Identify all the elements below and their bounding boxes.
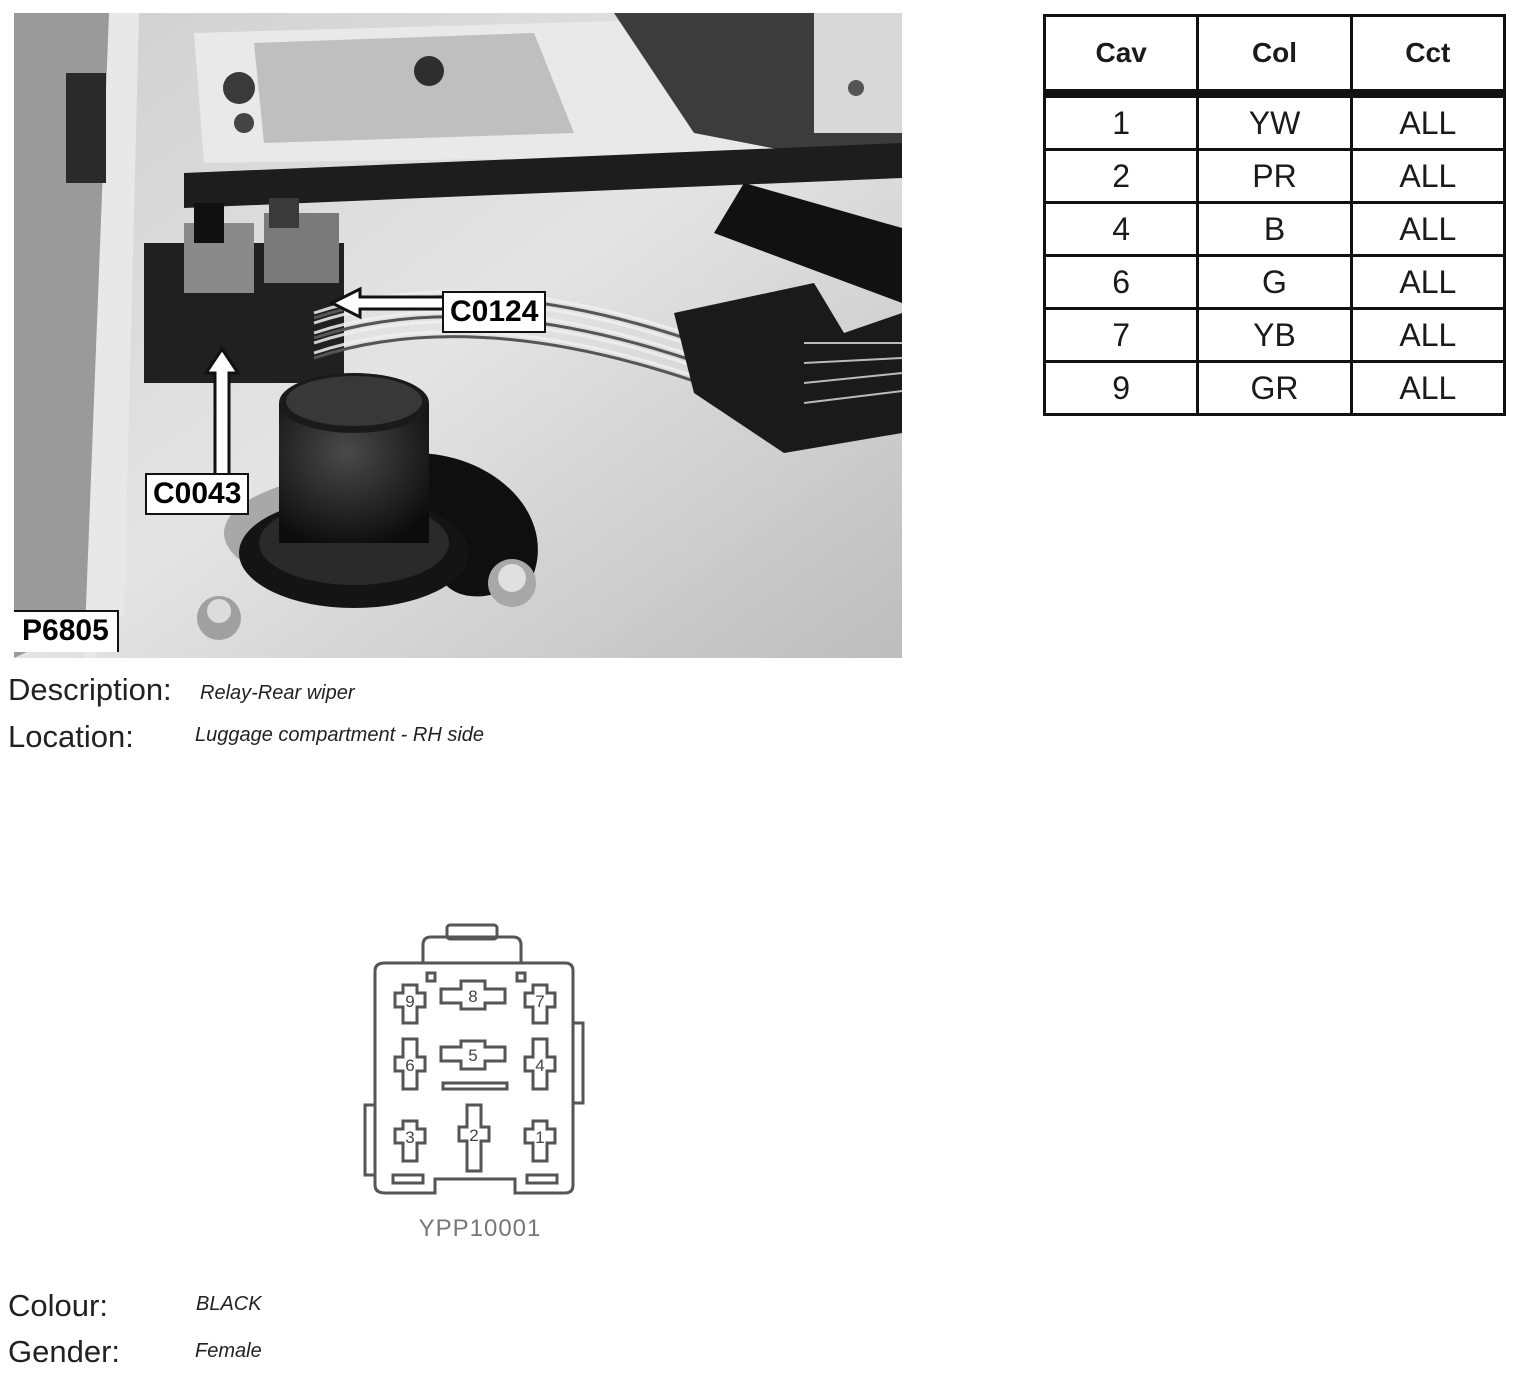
colour-label: Colour: — [8, 1288, 108, 1323]
cell-cct: ALL — [1351, 362, 1504, 415]
cell-col: YW — [1198, 94, 1351, 150]
cavity-number: 8 — [468, 987, 478, 1006]
location-label: Location: — [8, 719, 134, 754]
table-row — [1045, 362, 1505, 415]
table-row — [1045, 203, 1505, 256]
cavity-number: 6 — [405, 1056, 415, 1075]
photo-reference: P6805 — [14, 610, 119, 652]
cavity-pin-table — [1043, 14, 1506, 416]
callout-c0043: C0043 — [145, 473, 249, 515]
location-value: Luggage compartment - RH side — [195, 724, 485, 746]
cavity-number: 7 — [535, 992, 545, 1011]
table-row — [1045, 94, 1505, 150]
connector-outline — [355, 915, 595, 1205]
connector-face-diagram — [355, 915, 595, 1205]
cell-cav: 1 — [1045, 94, 1198, 150]
connector-location-photo — [14, 13, 902, 658]
table-row — [1045, 256, 1505, 309]
cell-col: B — [1198, 203, 1351, 256]
description-label: Description: — [8, 672, 172, 707]
description-value: Relay-Rear wiper — [200, 682, 355, 704]
cell-cct: ALL — [1351, 203, 1504, 256]
connector-code: YPP10001 — [418, 1215, 542, 1242]
cell-cct: ALL — [1351, 94, 1504, 150]
gender-value: Female — [195, 1340, 262, 1362]
cell-cav: 7 — [1045, 309, 1198, 362]
callout-c0124: C0124 — [442, 291, 546, 333]
cell-cav: 4 — [1045, 203, 1198, 256]
cavity-number: 9 — [405, 992, 415, 1011]
cell-cct: ALL — [1351, 256, 1504, 309]
cavity-number: 2 — [469, 1126, 479, 1145]
cavity-number: 1 — [535, 1128, 545, 1147]
header-cav: Cav — [1045, 16, 1198, 94]
cell-cct: ALL — [1351, 150, 1504, 203]
photo-illustration — [14, 13, 902, 658]
table-row — [1045, 150, 1505, 203]
table-row — [1045, 309, 1505, 362]
cavity-number: 4 — [535, 1056, 545, 1075]
header-col: Col — [1198, 16, 1351, 94]
cavity-number: 3 — [405, 1128, 415, 1147]
cell-cav: 2 — [1045, 150, 1198, 203]
cell-col: GR — [1198, 362, 1351, 415]
table-header-row — [1045, 16, 1505, 94]
cell-cav: 9 — [1045, 362, 1198, 415]
cell-col: YB — [1198, 309, 1351, 362]
cell-cav: 6 — [1045, 256, 1198, 309]
gender-label: Gender: — [8, 1334, 121, 1369]
cell-col: PR — [1198, 150, 1351, 203]
colour-value: BLACK — [196, 1293, 262, 1315]
cell-cct: ALL — [1351, 309, 1504, 362]
cavity-number: 5 — [468, 1046, 478, 1065]
header-cct: Cct — [1351, 16, 1504, 94]
cell-col: G — [1198, 256, 1351, 309]
